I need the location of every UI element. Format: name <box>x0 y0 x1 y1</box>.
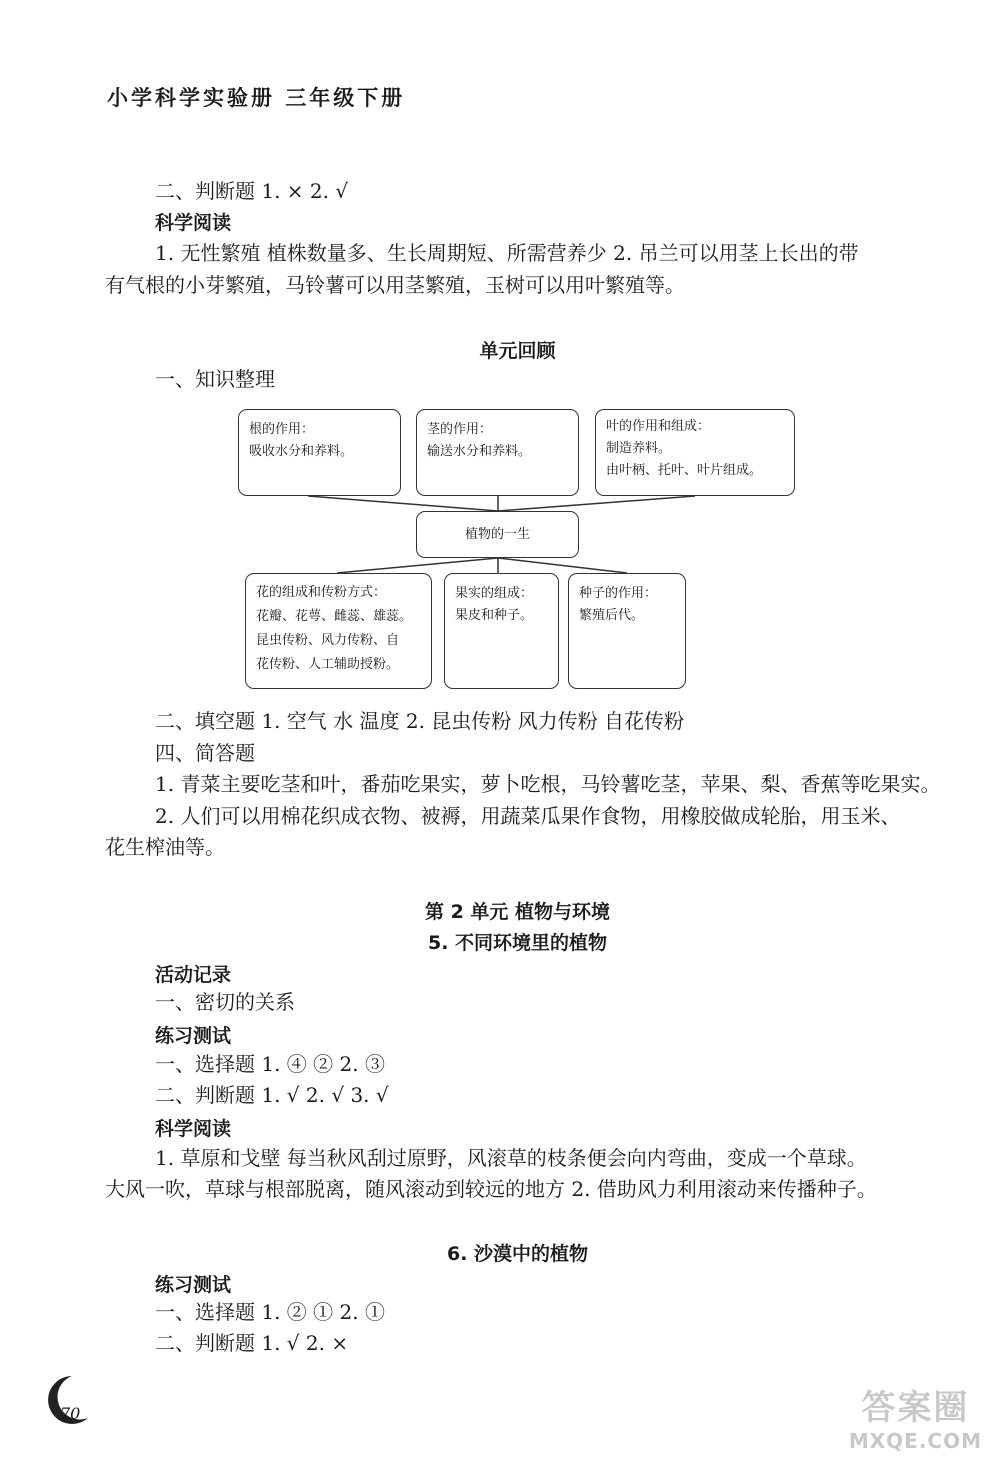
root-function-box <box>238 409 401 496</box>
seed-title: 种子的作用： <box>579 586 658 601</box>
judge-answers: 二、判断题 1. × 2. √ <box>155 179 349 203</box>
lesson5-title: 5. 不同环境里的植物 <box>427 932 608 954</box>
seed-box <box>568 573 686 689</box>
flower-line3: 花传粉、人工辅助授粉。 <box>256 657 400 672</box>
seed-body: 繁殖后代。 <box>579 608 645 623</box>
reading2-line2: 大风一吹，草球与根部脱离，随风滚动到较远的地方 2. 借助风力利用滚动来传播种子。 <box>105 1177 877 1201</box>
short-answer-2a: 2. 人们可以用棉花织成衣物、被褥，用蔬菜瓜果作食物，用橡胶做成轮胎，用玉米、 <box>155 804 901 828</box>
center-label: 植物的一生 <box>464 527 530 542</box>
unit2-title: 第 2 单元 植物与环境 <box>424 901 611 923</box>
short-answer-2b: 花生榨油等。 <box>105 835 225 859</box>
leaf-title: 叶的作用和组成： <box>606 419 711 434</box>
lesson6-title: 6. 沙漠中的植物 <box>446 1243 589 1265</box>
center-node-box <box>416 511 579 558</box>
flower-line1: 花瓣、花萼、雌蕊、雄蕊。 <box>256 609 413 624</box>
page-number: 70 <box>60 1404 81 1423</box>
fruit-box <box>444 573 559 689</box>
short-answer-heading: 四、简答题 <box>155 741 255 765</box>
reading2-line1: 1. 草原和戈壁 每当秋风刮过原野，风滚草的枝条便会向内弯曲，变成一个草球。 <box>155 1146 867 1170</box>
flower-title: 花的组成和传粉方式： <box>256 585 387 600</box>
practice-heading: 练习测试 <box>155 1025 232 1047</box>
leaf-body1: 制造养料。 <box>606 441 672 456</box>
activity-item: 一、密切的关系 <box>155 990 295 1014</box>
watermark-line2: MXQE.COM <box>848 1429 982 1453</box>
fruit-body: 果皮和种子。 <box>455 608 534 623</box>
activity-heading: 活动记录 <box>155 964 232 986</box>
short-answer-1: 1. 青菜主要吃茎和叶，番茄吃果实，萝卜吃根，马铃薯吃茎，苹果、梨、香蕉等吃果实。 <box>155 772 941 796</box>
root-title: 根的作用： <box>249 422 315 437</box>
reading-paragraph-line2: 有气根的小芽繁殖，马铃薯可以用茎繁殖，玉树可以用叶繁殖等。 <box>105 273 685 297</box>
stem-body: 输送水分和养料。 <box>427 444 532 459</box>
watermark <box>849 1380 982 1453</box>
flower-line2: 昆虫传粉、风力传粉、自 <box>256 633 400 648</box>
watermark-line1: 答案圈 <box>861 1388 970 1428</box>
leaf-function-box <box>595 409 795 496</box>
book-header: 小学科学实验册 三年级下册 <box>107 85 406 110</box>
judge6-answers: 二、判断题 1. √ 2. × <box>155 1331 349 1355</box>
reading-paragraph-line1: 1. 无性繁殖 植株数量多、生长周期短、所需营养少 2. 吊兰可以用茎上长出的带 <box>155 241 859 265</box>
reading-heading-2: 科学阅读 <box>155 1118 232 1140</box>
reading-heading: 科学阅读 <box>155 212 232 234</box>
flower-box <box>245 573 432 689</box>
root-body: 吸收水分和养料。 <box>249 444 354 459</box>
page-number-badge <box>38 1370 98 1430</box>
fill-answers: 二、填空题 1. 空气 水 温度 2. 昆虫传粉 风力传粉 自花传粉 <box>155 709 685 733</box>
choice6-answers: 一、选择题 1. ② ① 2. ① <box>155 1300 385 1324</box>
practice6-heading: 练习测试 <box>155 1274 232 1296</box>
fruit-title: 果实的组成： <box>455 586 534 601</box>
judge-answers-2: 二、判断题 1. √ 2. √ 3. √ <box>155 1083 389 1107</box>
stem-function-box <box>416 409 579 496</box>
review-title: 单元回顾 <box>479 340 556 362</box>
choice-answers: 一、选择题 1. ④ ② 2. ③ <box>155 1052 385 1076</box>
leaf-body2: 由叶柄、托叶、叶片组成。 <box>606 463 763 478</box>
stem-title: 茎的作用： <box>427 422 493 437</box>
knowledge-heading: 一、知识整理 <box>155 367 275 391</box>
